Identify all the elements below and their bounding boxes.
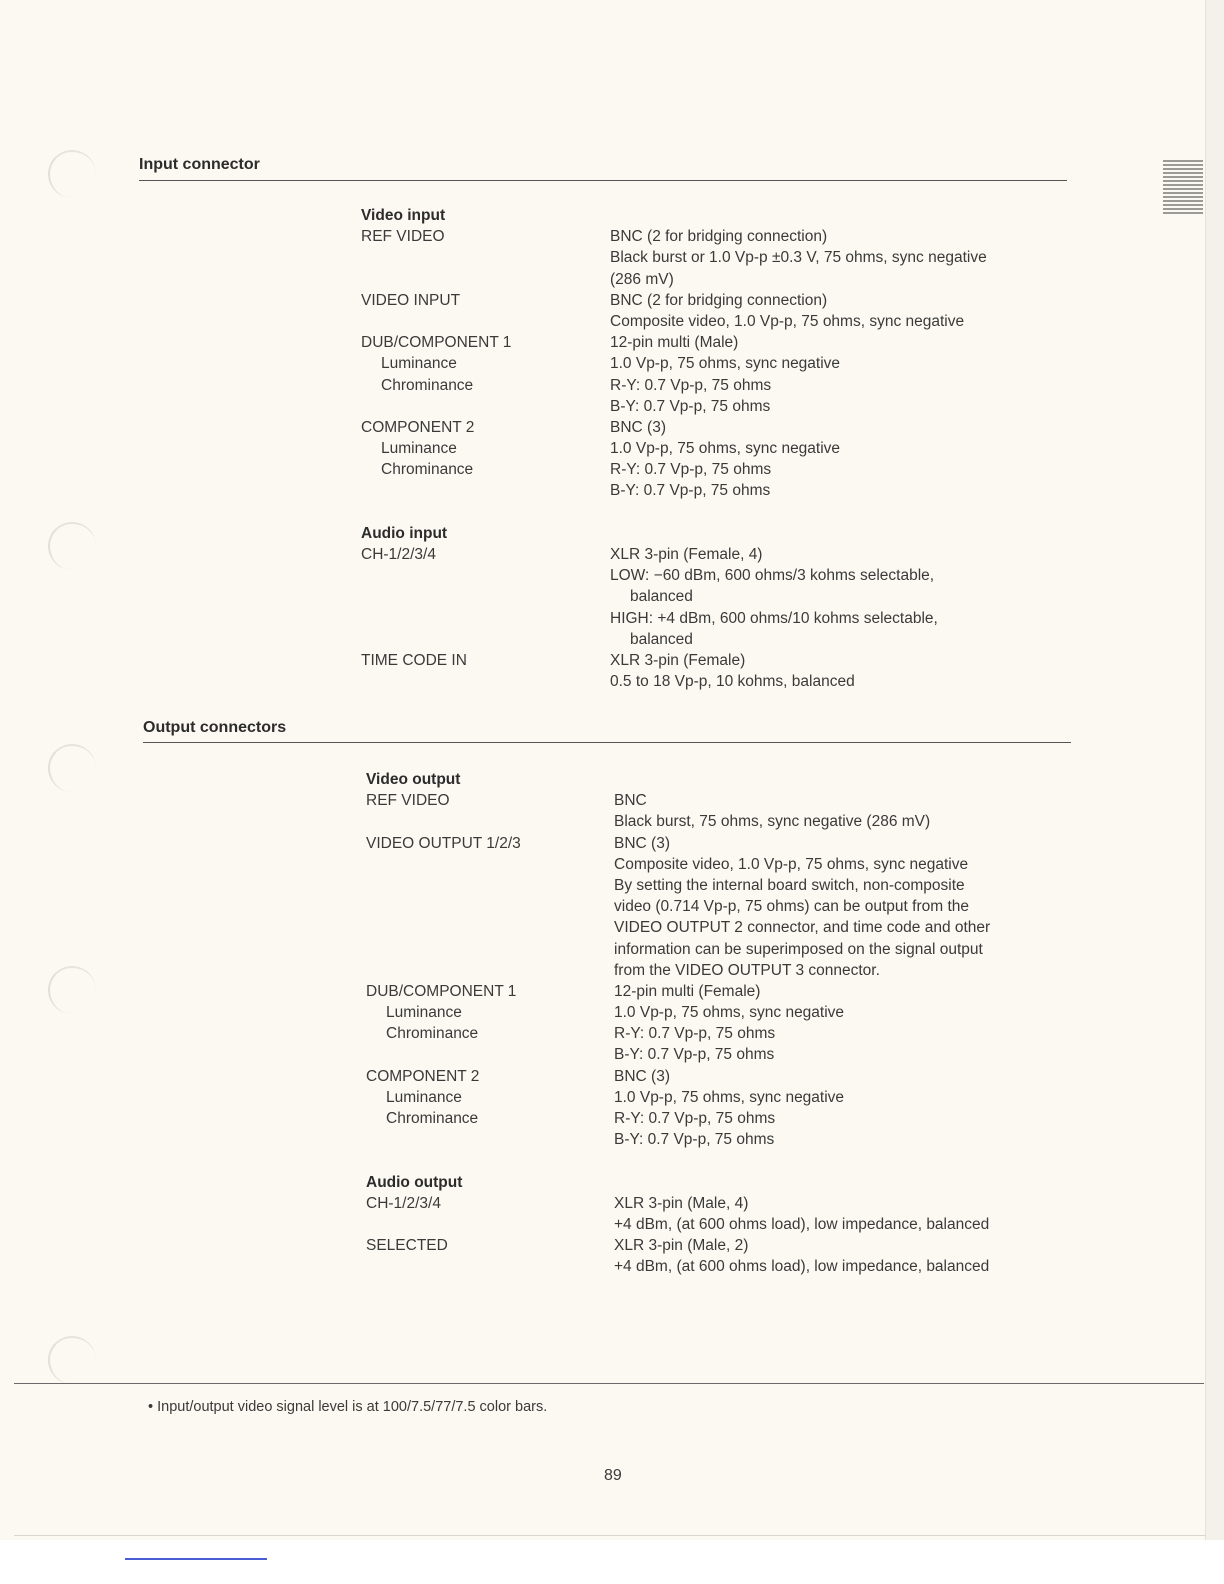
spec-line: HIGH: +4 dBm, 600 ohms/10 kohms selectable, [610, 609, 938, 627]
output-section-title: Output connectors [143, 719, 287, 736]
footnote: • Input/output video signal level is at 100/7.5/77/7.5 color bars. [148, 1399, 548, 1415]
spec-line: R-Y: 0.7 Vp-p, 75 ohms [610, 376, 772, 394]
spacer [361, 502, 511, 523]
spacer [366, 1256, 521, 1277]
spec-line: Chrominance [381, 461, 474, 479]
spacer [366, 917, 521, 938]
spacer [610, 502, 987, 523]
spec-line: from the VIDEO OUTPUT 3 connector. [614, 961, 880, 979]
spacer [361, 269, 511, 290]
binder-hole [48, 522, 96, 570]
page-number: 89 [604, 1467, 622, 1484]
spacer [366, 939, 521, 960]
spec-line: Black burst, 75 ohms, sync negative (286 mV) [614, 813, 931, 831]
spec-line: BNC (2 for bridging connection) [610, 291, 828, 309]
spec-line: REF VIDEO [361, 228, 445, 246]
spec-line: REF VIDEO [366, 792, 450, 810]
spacer [361, 671, 511, 692]
output-specs-column [614, 769, 990, 1278]
spec-line: XLR 3-pin (Female, 4) [610, 546, 763, 563]
background-below-page [0, 1540, 1224, 1584]
spacer [366, 1214, 521, 1235]
binder-hole [48, 1336, 96, 1384]
spec-line: CH-1/2/3/4 [366, 1194, 441, 1212]
spacer [614, 1150, 990, 1171]
input-labels-column [361, 205, 511, 692]
spec-line: TIME CODE IN [361, 651, 467, 669]
binder-hole [48, 966, 96, 1014]
spec-line: BNC (3) [610, 418, 666, 436]
page-bottom-edge [14, 1535, 1206, 1536]
spec-line: Chrominance [386, 1025, 479, 1043]
spec-line: XLR 3-pin (Female) [610, 651, 746, 669]
spec-heading: Video input [361, 207, 446, 224]
spec-line: +4 dBm, (at 600 ohms load), low impedance, balanced [614, 1215, 990, 1233]
spec-line: +4 dBm, (at 600 ohms load), low impedance, balanced [614, 1258, 990, 1276]
spacer [366, 811, 521, 832]
spec-line: 1.0 Vp-p, 75 ohms, sync negative [610, 355, 841, 373]
binder-hole [48, 744, 96, 792]
input-specs-column [610, 205, 987, 692]
spec-line: R-Y: 0.7 Vp-p, 75 ohms [614, 1110, 776, 1127]
spec-line: information can be superimposed on the signal output [614, 940, 983, 958]
spec-line: B-Y: 0.7 Vp-p, 75 ohms [614, 1046, 775, 1064]
spacer [366, 960, 521, 981]
spec-line: DUB/COMPONENT 1 [366, 982, 517, 1000]
spec-line: Luminance [381, 440, 457, 458]
spacer [361, 396, 511, 417]
spec-line: Luminance [386, 1004, 462, 1022]
spec-line: 1.0 Vp-p, 75 ohms, sync negative [614, 1088, 845, 1106]
spacer [610, 523, 987, 544]
spacer [361, 586, 511, 607]
spacer [614, 1172, 990, 1193]
spacer [610, 205, 987, 226]
spacer [366, 875, 521, 896]
spec-line: VIDEO OUTPUT 2 connector, and time code and other [614, 919, 991, 937]
spec-line: SELECTED [366, 1237, 448, 1255]
spec-line: DUB/COMPONENT 1 [361, 334, 512, 352]
spec-line: Luminance [386, 1088, 462, 1106]
spec-line: B-Y: 0.7 Vp-p, 75 ohms [614, 1131, 775, 1149]
page-edge [1205, 0, 1224, 1540]
spacer [614, 769, 990, 790]
blue-underline-mark [125, 1558, 267, 1560]
binder-hole [48, 150, 96, 198]
spec-line: balanced [630, 588, 693, 606]
spec-line: CH-1/2/3/4 [361, 546, 436, 563]
spec-line: R-Y: 0.7 Vp-p, 75 ohms [614, 1025, 776, 1043]
spacer [366, 896, 521, 917]
spec-line: Chrominance [386, 1110, 479, 1127]
footer-rule [14, 1383, 1204, 1384]
spec-line: (286 mV) [610, 270, 674, 288]
spacer [361, 608, 511, 629]
spec-line: 1.0 Vp-p, 75 ohms, sync negative [614, 1004, 845, 1022]
spacer [366, 1044, 521, 1065]
spec-heading: Video output [366, 771, 461, 788]
spec-line: balanced [630, 630, 693, 648]
spec-line: VIDEO INPUT [361, 291, 461, 309]
spec-heading: Audio output [366, 1173, 463, 1191]
spec-line: LOW: −60 dBm, 600 ohms/3 kohms selectable, [610, 567, 935, 585]
input-section-rule [139, 180, 1067, 181]
spec-line: BNC (3) [614, 834, 670, 852]
spec-line: 1.0 Vp-p, 75 ohms, sync negative [610, 440, 841, 458]
input-section-title: Input connector [139, 156, 260, 173]
spec-line: Composite video, 1.0 Vp-p, 75 ohms, sync negative [610, 312, 965, 330]
spacer [366, 1150, 521, 1171]
spec-line: BNC (3) [614, 1067, 670, 1085]
spec-line: XLR 3-pin (Male, 2) [614, 1237, 749, 1255]
spec-line: Composite video, 1.0 Vp-p, 75 ohms, sync negative [614, 855, 969, 873]
spec-line: 0.5 to 18 Vp-p, 10 kohms, balanced [610, 673, 855, 691]
spacer [361, 565, 511, 586]
spec-line: BNC [614, 792, 647, 810]
spacer [361, 629, 511, 650]
spec-line: B-Y: 0.7 Vp-p, 75 ohms [610, 482, 771, 500]
section-tab-marker [1163, 160, 1203, 216]
spec-line: 12-pin multi (Female) [614, 982, 761, 1000]
spec-line: R-Y: 0.7 Vp-p, 75 ohms [610, 461, 772, 479]
spacer [366, 1129, 521, 1150]
spec-line: By setting the internal board switch, non-composite [614, 876, 965, 894]
spec-line: Luminance [381, 355, 457, 373]
spec-line: video (0.714 Vp-p, 75 ohms) can be output from the [614, 898, 969, 916]
output-labels-column [366, 769, 521, 1278]
spacer [361, 247, 511, 268]
spec-line: B-Y: 0.7 Vp-p, 75 ohms [610, 397, 771, 415]
spec-heading: Audio input [361, 524, 448, 542]
spec-line: 12-pin multi (Male) [610, 334, 739, 352]
spec-line: XLR 3-pin (Male, 4) [614, 1194, 749, 1212]
spec-line: VIDEO OUTPUT 1/2/3 [366, 834, 521, 852]
output-section-rule [143, 742, 1071, 743]
spec-line: Chrominance [381, 376, 474, 394]
spec-line: BNC (2 for bridging connection) [610, 228, 828, 246]
spacer [366, 854, 521, 875]
spacer [361, 480, 511, 501]
spec-line: COMPONENT 2 [361, 418, 475, 436]
spec-line: Black burst or 1.0 Vp-p ±0.3 V, 75 ohms, sync negative [610, 249, 987, 267]
spec-line: COMPONENT 2 [366, 1067, 480, 1085]
spacer [361, 311, 511, 332]
